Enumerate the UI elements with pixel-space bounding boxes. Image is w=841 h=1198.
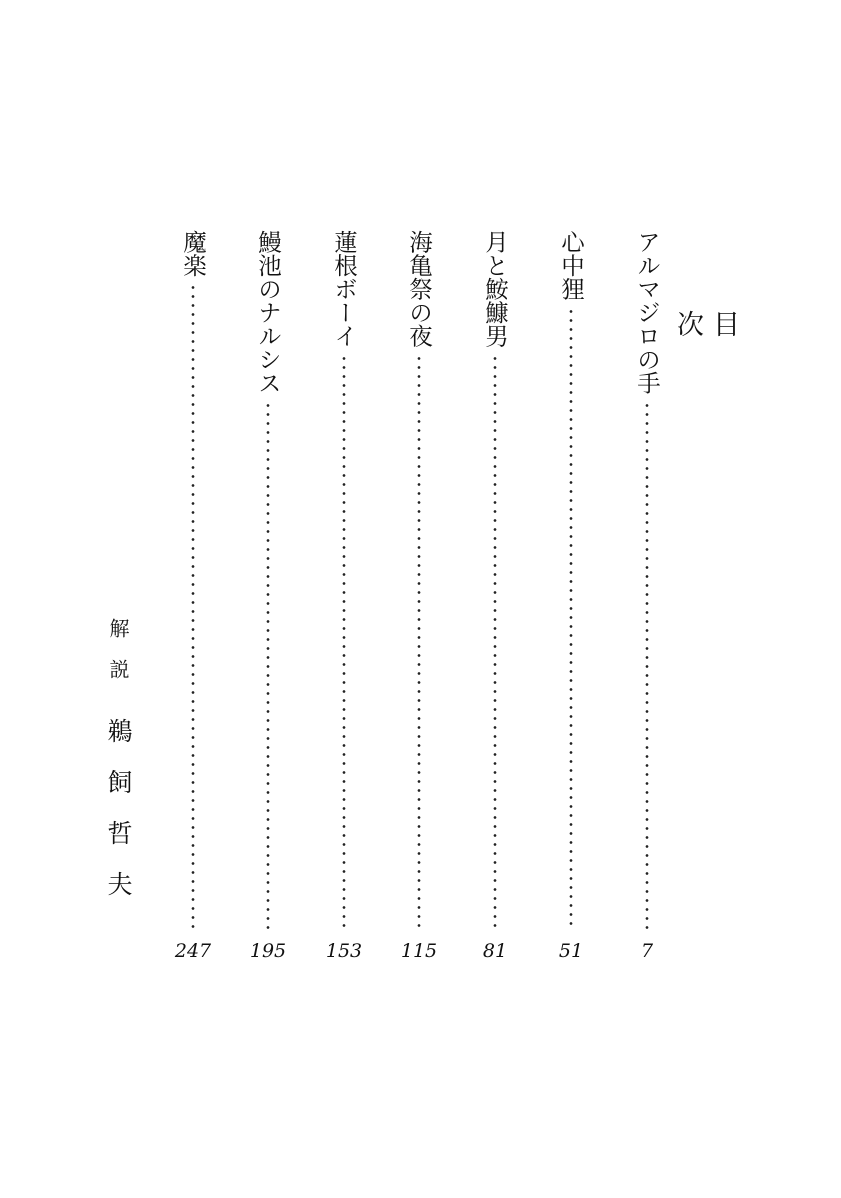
entry-page-number: 195 (249, 940, 287, 962)
entry-title: 心中狸 (557, 230, 585, 301)
entry-title: アルマジロの手 (633, 230, 661, 395)
entry-title: 鰻池のナルシス (254, 230, 282, 395)
toc-entry[interactable] (629, 230, 665, 938)
entry-title: 月と鮟鱇男 (481, 230, 509, 348)
toc-entry[interactable] (477, 230, 513, 938)
entry-page-number: 115 (400, 940, 438, 962)
dot-leader (266, 401, 270, 931)
toc-heading: 目次 (672, 310, 739, 407)
entry-page-number: 153 (325, 940, 363, 962)
entry-page-number: 81 (482, 940, 508, 962)
entry-page-number: 51 (558, 940, 584, 962)
commentary-credit (98, 618, 138, 922)
dot-leader (191, 283, 195, 930)
toc-entry[interactable] (326, 230, 362, 938)
entry-title: 蓮根ボーイ (330, 230, 358, 348)
entry-title: 魔楽 (179, 230, 207, 277)
toc-entry[interactable] (250, 230, 286, 938)
toc-entry[interactable] (401, 230, 437, 938)
dot-leader (493, 354, 497, 931)
commentary-label: 解説 (106, 618, 130, 700)
dot-leader (417, 354, 421, 931)
dot-leader (569, 307, 573, 931)
entry-page-number: 7 (640, 940, 654, 962)
toc-entry[interactable] (553, 230, 589, 938)
entry-title: 海亀祭の夜 (405, 230, 433, 348)
entry-page-number: 247 (174, 940, 212, 962)
toc-entry[interactable] (175, 230, 211, 938)
commentary-author: 鵜飼哲夫 (104, 718, 133, 922)
dot-leader (645, 401, 649, 931)
dot-leader (342, 354, 346, 931)
